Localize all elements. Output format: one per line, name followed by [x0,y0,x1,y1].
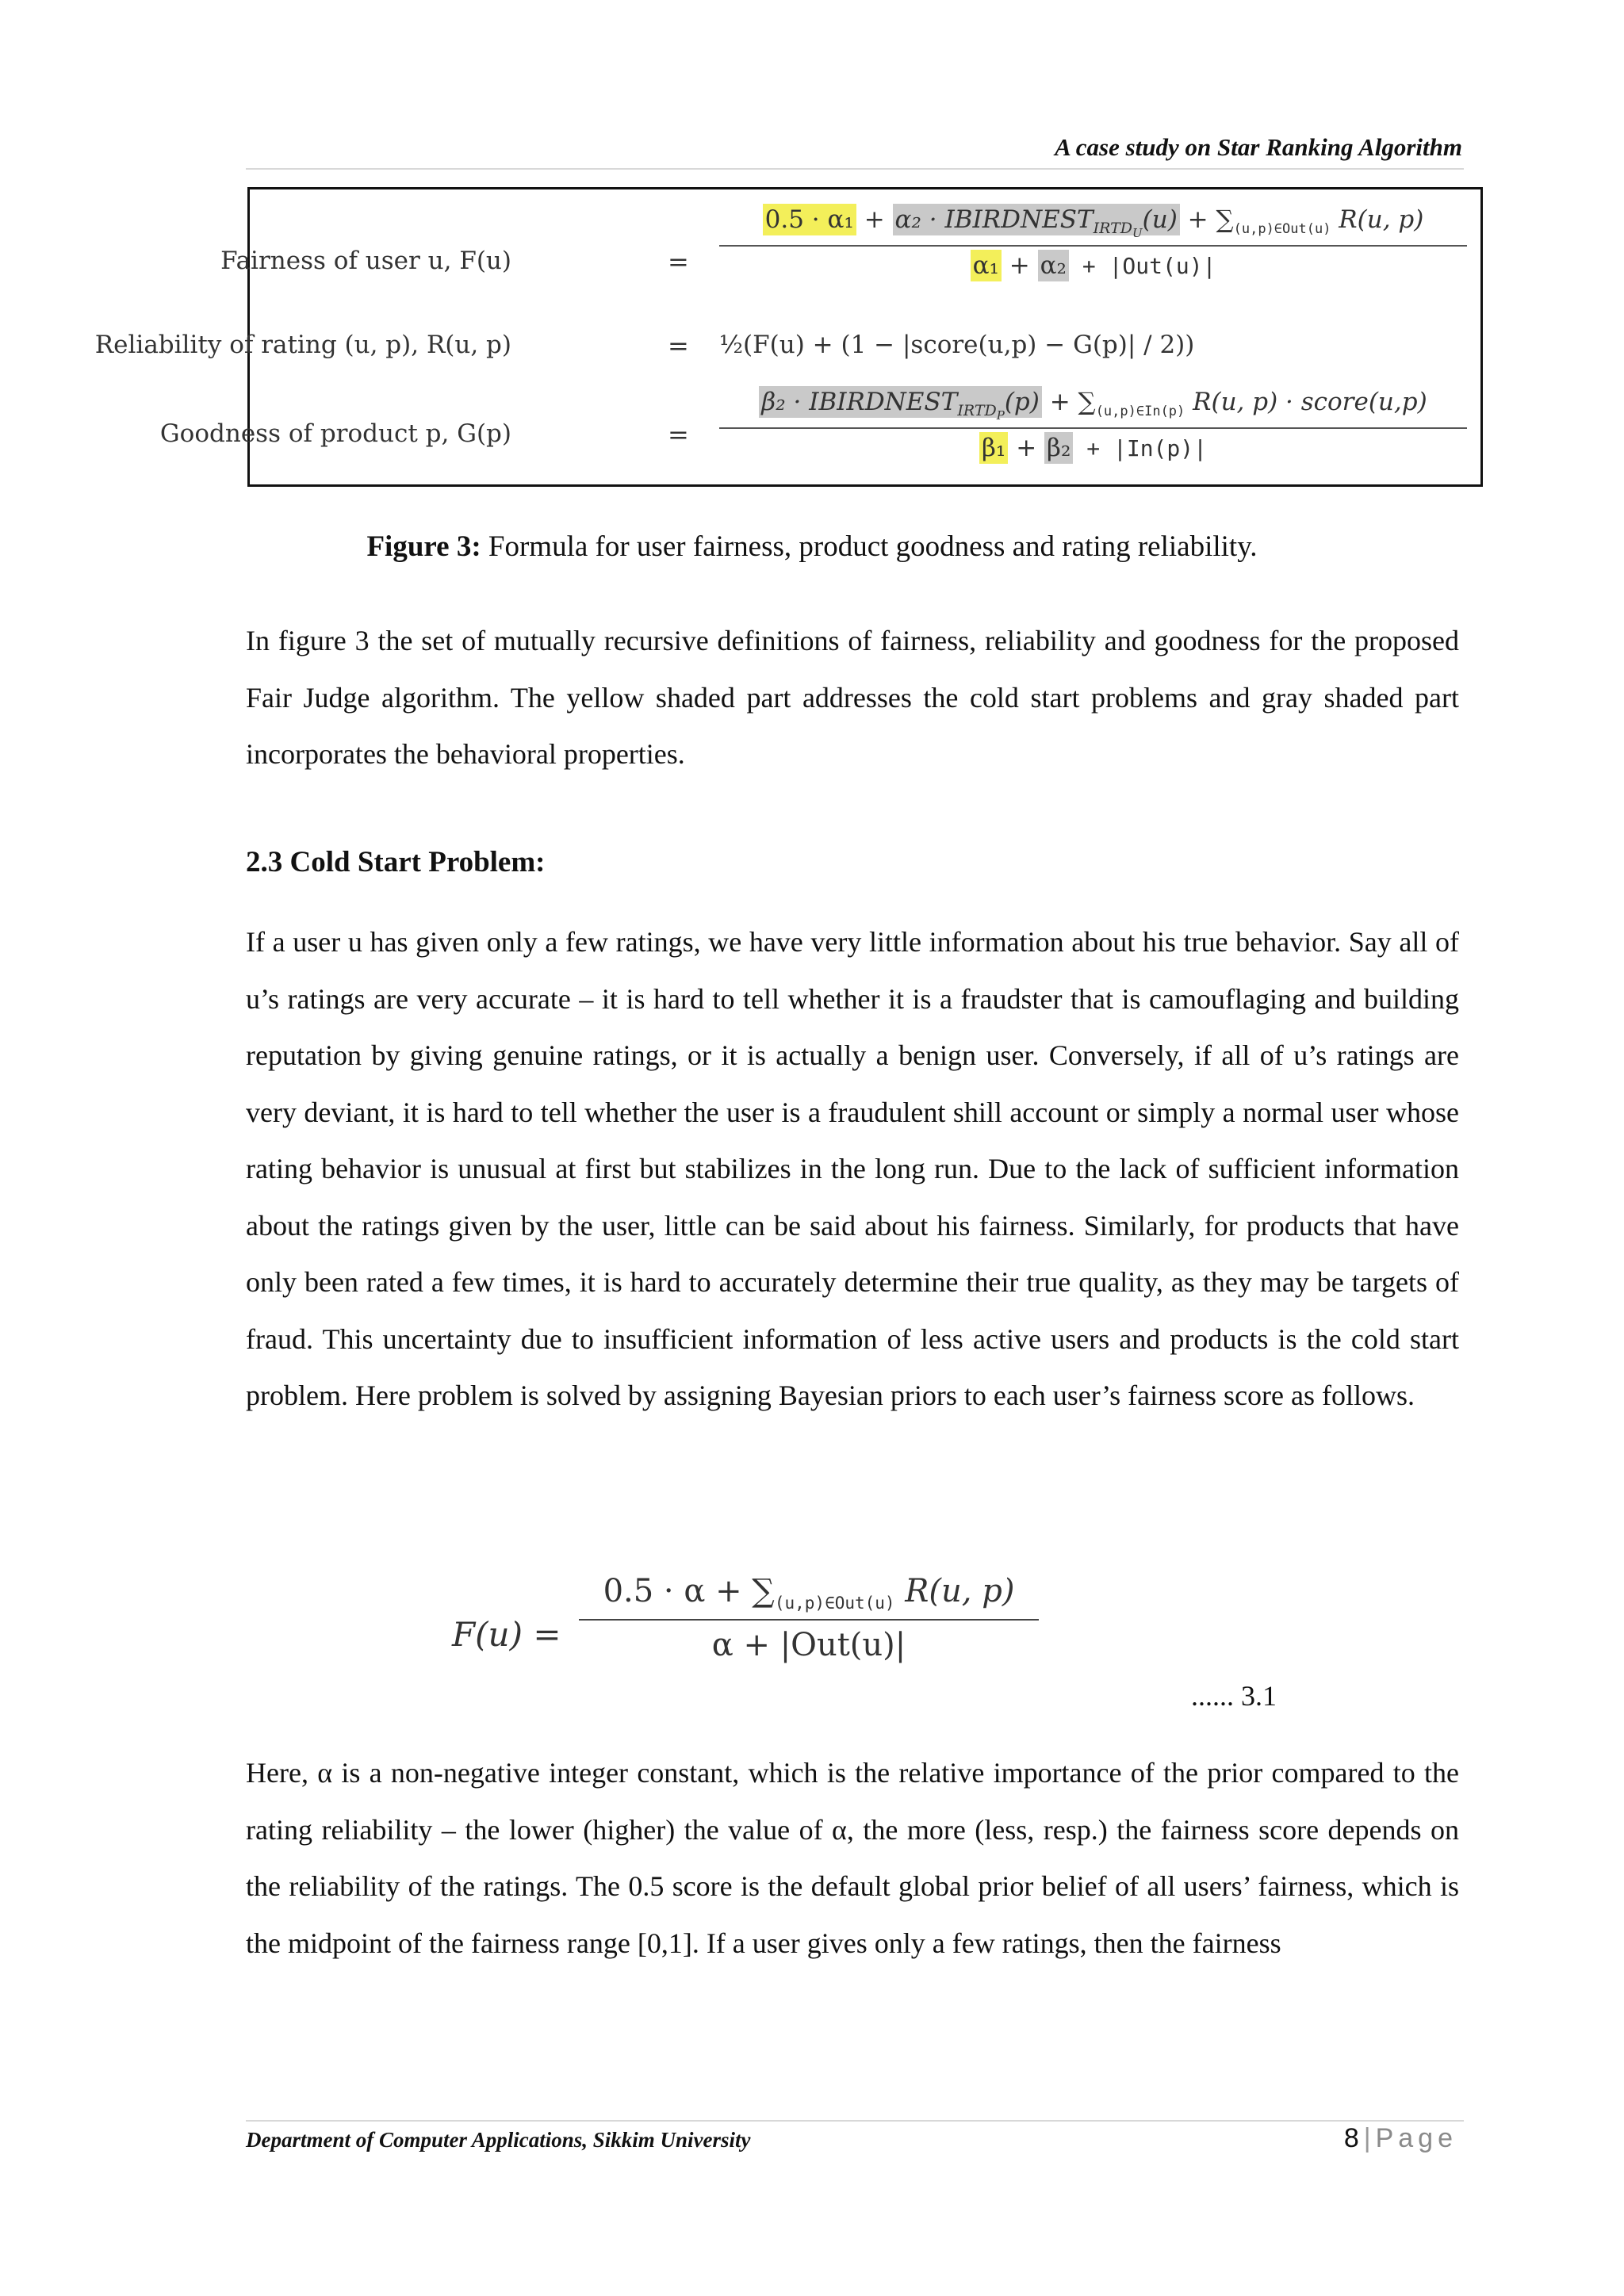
sum-symbol: + ∑ [1179,205,1234,234]
fraction-bar [719,245,1467,247]
equation-denominator: α + |Out(u)| [711,1627,906,1663]
fairness-numerator: $0.5 \cdot \alpha_1 + \alpha_2 \cdot IBIRDNEST_{IRTD_U}(u) + \sum_{(u,p)\in Out(u)}$ R(u, p) [719,205,1467,240]
gray-highlight: $\alpha_2 \cdot IBIRDNEST_{IRTD_U}(u)$ [893,204,1180,235]
gray-highlight: α₂ [1038,250,1069,281]
figure-caption-label: Figure 3: [366,530,481,563]
equals-sign: = [668,419,689,450]
footer-page-indicator [1344,2123,1457,2154]
page-header-title: A case study on Star Ranking Algorithm [1055,133,1462,161]
page-separator: | [1363,2123,1371,2153]
equation-3-1 [452,1573,1086,1700]
reliability-expression: ½(F(u) + (1 − |score(u,p) − G(p)| / 2)) [719,331,1195,359]
page-word: Page [1375,2123,1457,2153]
equals-sign: = [668,331,689,361]
reliability-label: Reliability of rating (u, p), R(u, p) [94,331,511,359]
paragraph-cold-start: If a user u has given only a few ratings, we have very little information about his true behavior. Say all of u’s ratings are very accurate – it is hard to tell whether it is a fraudster that is camouflaging and building reputation by giving genuine ratings, or it is actually a benign user. Conversely, if all of u’s ratings are very deviant, it is hard to tell whether the user is a fraudulent shill account or simply a normal user whose rating behavior is unusual at first but stabilizes in the long run. Due to the lack of sufficient information about the ratings given by the user, little can be said about his fairness. Similarly, for products that have only been rated a few times, it is hard to accurately determine their true quality, as they may be targets of fraud. This uncertainty due to insufficient information of less active users and products is the cold start problem. Here problem is solved by assigning Bayesian priors to each user’s fairness score as follows. [246,926,1459,1411]
figure-formula-box [94,187,1483,487]
fraction-bar [719,427,1467,429]
yellow-highlight: α₁ [971,250,1002,281]
gray-highlight: β₂ [1044,432,1073,464]
fairness-label: Fairness of user u, F(u) [220,247,511,275]
paragraph-alpha-explanation: Here, α is a non-negative integer constant, which is the relative importance of the prior compared to the rating reliability – the lower (higher) the value of α, the more (less, resp.) the fairness score depends on the reliability of the ratings. The 0.5 score is the default global prior belief of all users’ fairness, which is the midpoint of the fairness range [0,1]. If a user gives only a few ratings, then the fairness [246,1757,1459,1959]
figure-caption [0,530,1624,564]
fairness-denominator: α₁ + α₂ + |Out(u)| [719,251,1467,280]
fairness-fraction [719,205,1467,280]
fraction-bar [579,1619,1039,1621]
section-heading: 2.3 Cold Start Problem: [246,846,546,878]
sum-symbol: + ∑ [1041,388,1096,416]
equation-fraction [579,1573,1039,1663]
equals-sign: = [668,247,689,277]
goodness-label: Goodness of product p, G(p) [159,419,511,448]
figure-caption-text: Formula for user fairness, product goodness and rating reliability. [481,530,1258,563]
equation-lhs: F(u) = [452,1615,561,1654]
goodness-fraction [719,388,1467,462]
goodness-denominator: β₁ + β₂ + |In(p)| [719,434,1467,462]
yellow-highlight: β₁ [979,432,1008,464]
yellow-highlight: 0.5 · α₁ [763,204,856,235]
plus: + [856,205,893,234]
header-rule [246,168,1464,170]
page-number: 8 [1343,2123,1359,2153]
paragraph-figure-explanation: In figure 3 the set of mutually recursive definitions of fairness, reliability and goodness for the proposed Fair Judge algorithm. The yellow shaded part addresses the cold start problems and gray shaded part incorporates the behavioral properties. [246,625,1459,770]
goodness-numerator: $\beta_2 \cdot IBIRDNEST_{IRTD_P}(p) + \sum_{(u,p)\in In(p)}$ R(u, p) · score(u,p) [719,388,1467,423]
equation-number: ...... 3.1 [1191,1680,1277,1712]
footer-department: Department of Computer Applications, Sikkim University [246,2128,751,2152]
equation-numerator: $0.5 \cdot \alpha + \sum_{(u,p)\in Out(u)}$ R(u, p) [603,1573,1015,1613]
footer-rule [246,2120,1464,2122]
gray-highlight: $\beta_2 \cdot IBIRDNEST_{IRTD_P}(p)$ [759,386,1042,418]
